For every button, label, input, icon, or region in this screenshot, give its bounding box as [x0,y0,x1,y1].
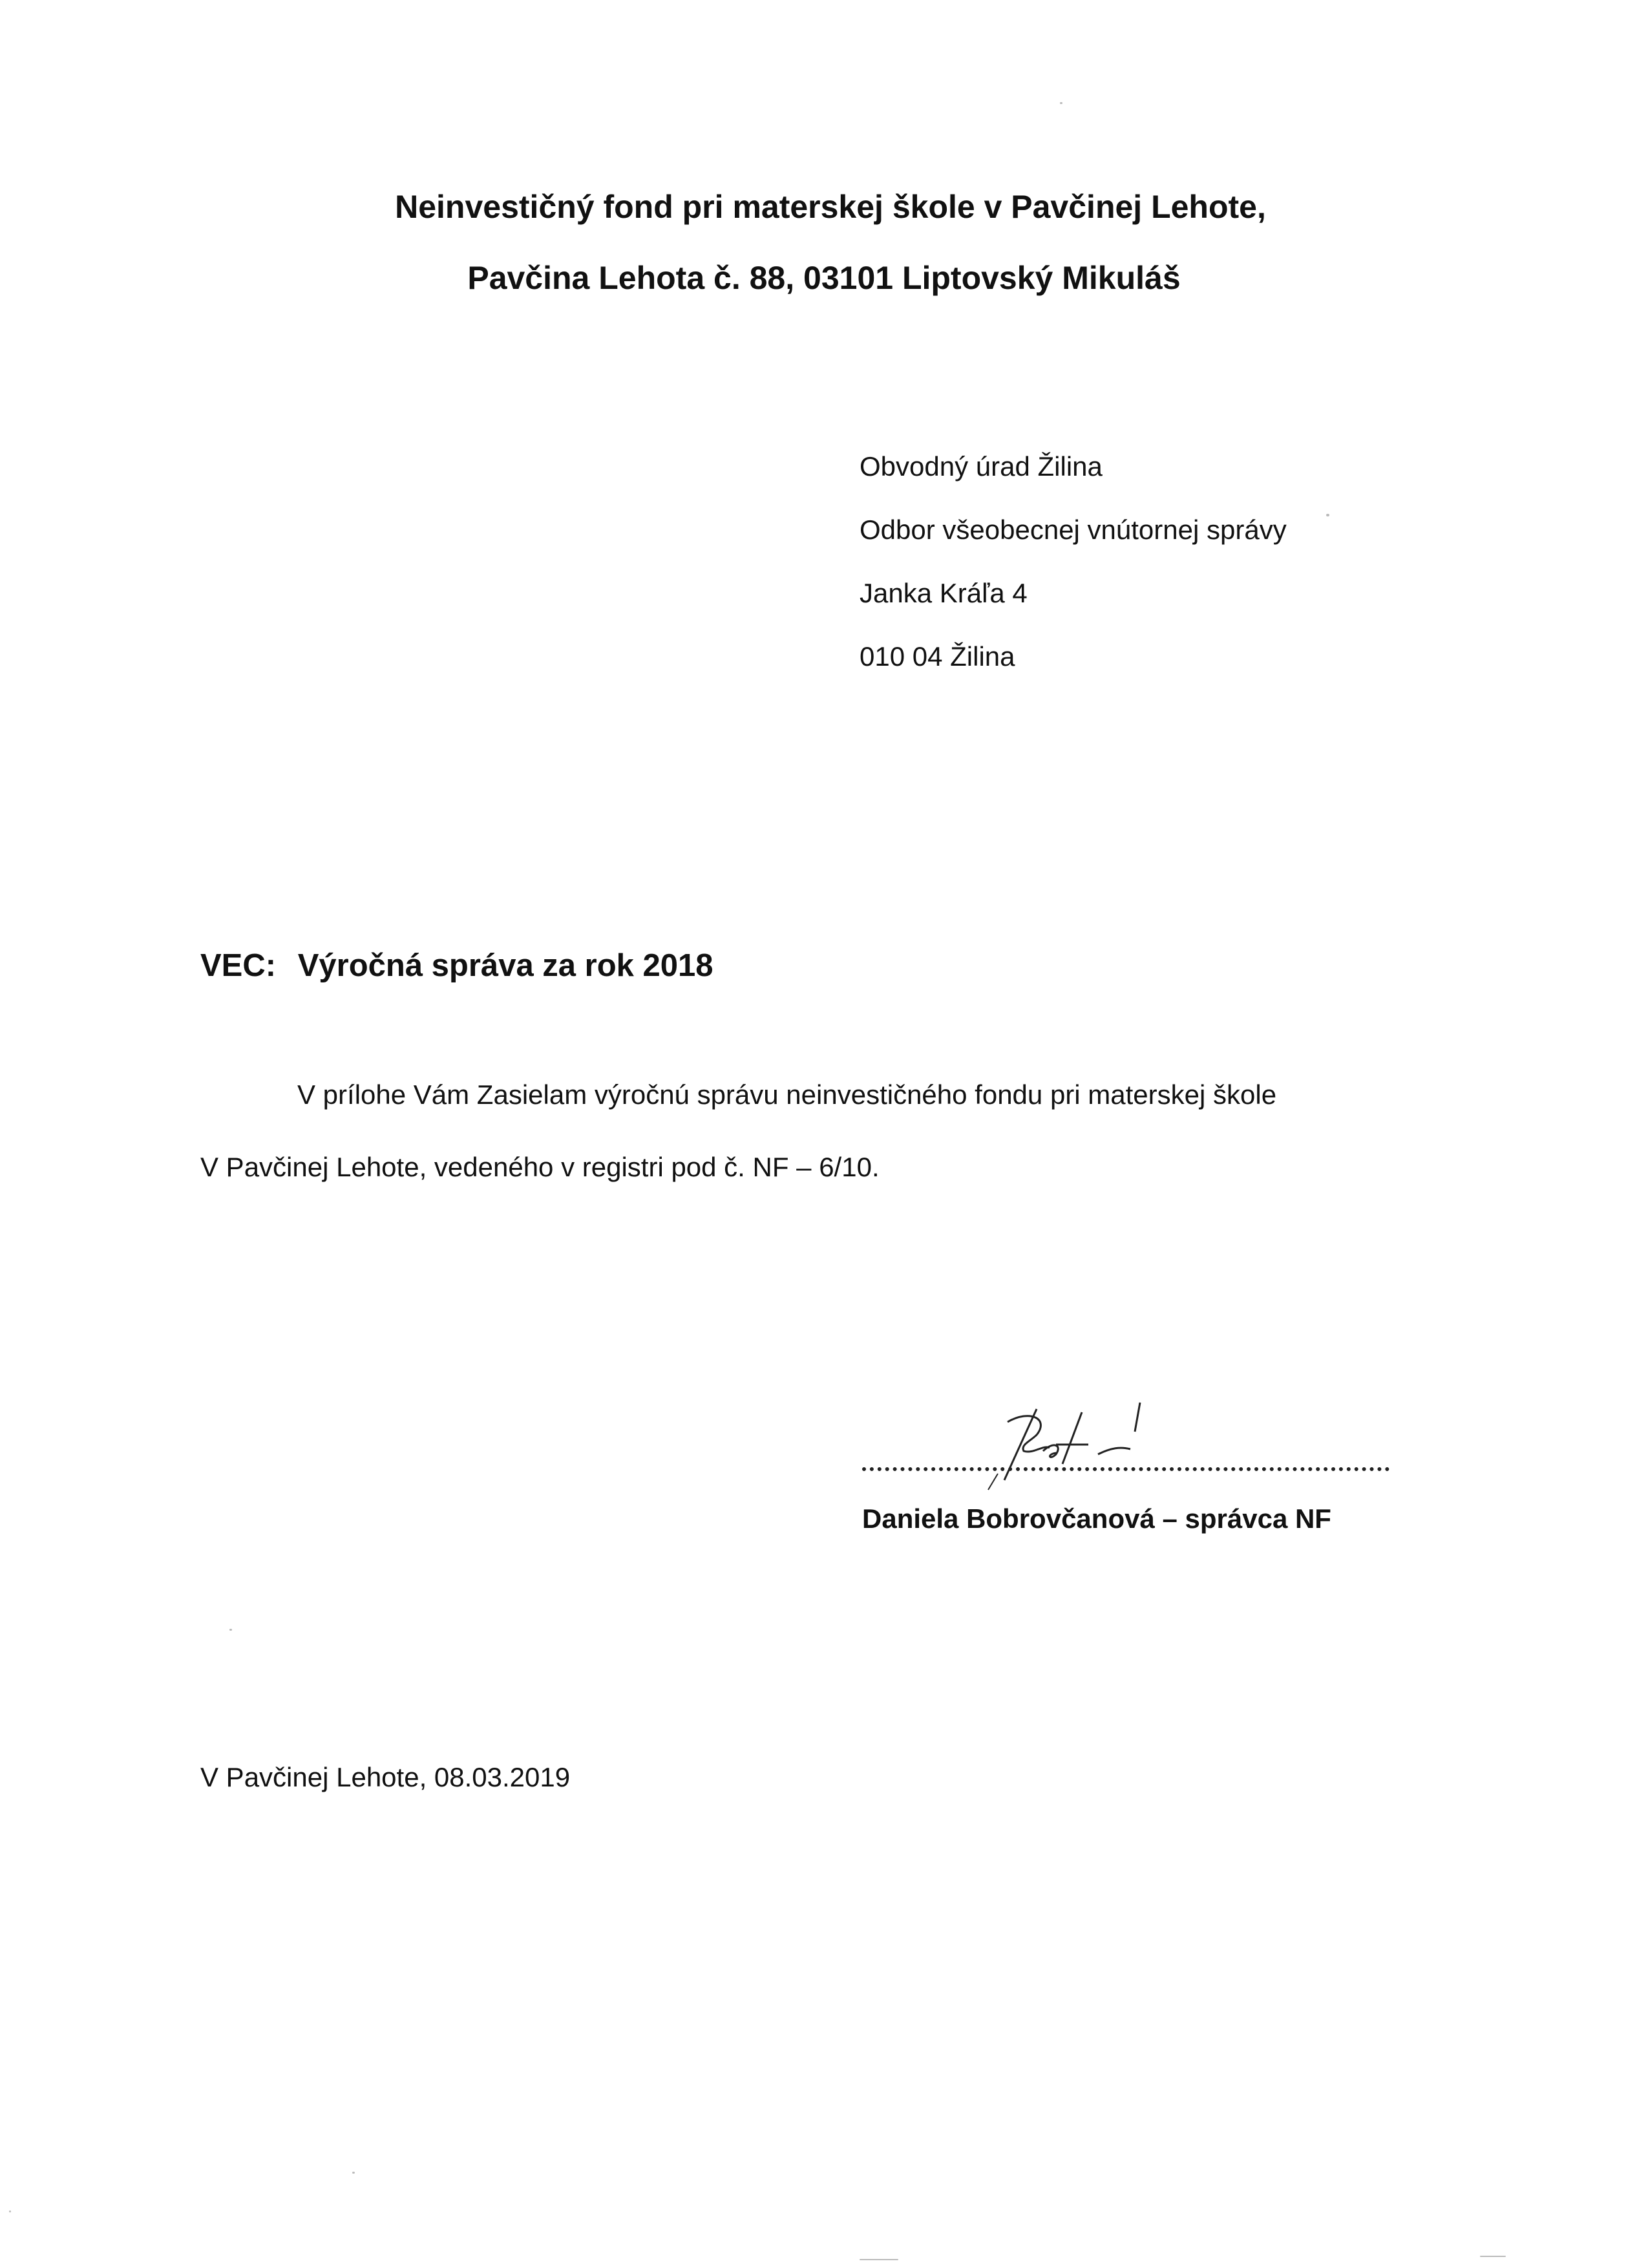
scan-speck [1060,102,1062,104]
header-organization-name: Neinvestičný fond pri materskej škole v Pavčinej Lehote, [395,189,1266,225]
scan-speck [9,2210,11,2212]
signer-name: Daniela Bobrovčanová – správca NF [862,1503,1331,1534]
recipient-department: Odbor všeobecnej vnútornej správy [860,514,1287,545]
recipient-city: 010 04 Žilina [860,641,1015,672]
scan-speck [229,1629,232,1631]
subject-line [200,946,713,985]
body-line-2: V Pavčinej Lehote, vedeného v registri pod č. NF – 6/10. [200,1152,880,1182]
scan-speck [860,2259,898,2260]
recipient-office: Obvodný úrad Žilina [860,451,1103,482]
recipient-address-block [860,447,1287,701]
place-and-date: V Pavčinej Lehote, 08.03.2019 [200,1762,571,1792]
body-line-1: V prílohe Vám Zasielam výročnú správu neinvestičného fondu pri materskej škole [297,1079,1277,1110]
scan-speck [352,2172,355,2174]
recipient-street: Janka Kráľa 4 [860,578,1028,608]
scan-speck [1326,514,1329,516]
letter-body [200,1076,1276,1187]
signature-dotted-line [862,1467,1389,1471]
handwritten-signature-icon [959,1383,1153,1493]
header-organization-address: Pavčina Lehota č. 88, 03101 Liptovský Mikuláš [467,260,1181,296]
subject-label: VEC: [200,948,277,983]
subject-text: Výročná správa za rok 2018 [297,948,713,983]
scan-speck [1480,2256,1506,2257]
